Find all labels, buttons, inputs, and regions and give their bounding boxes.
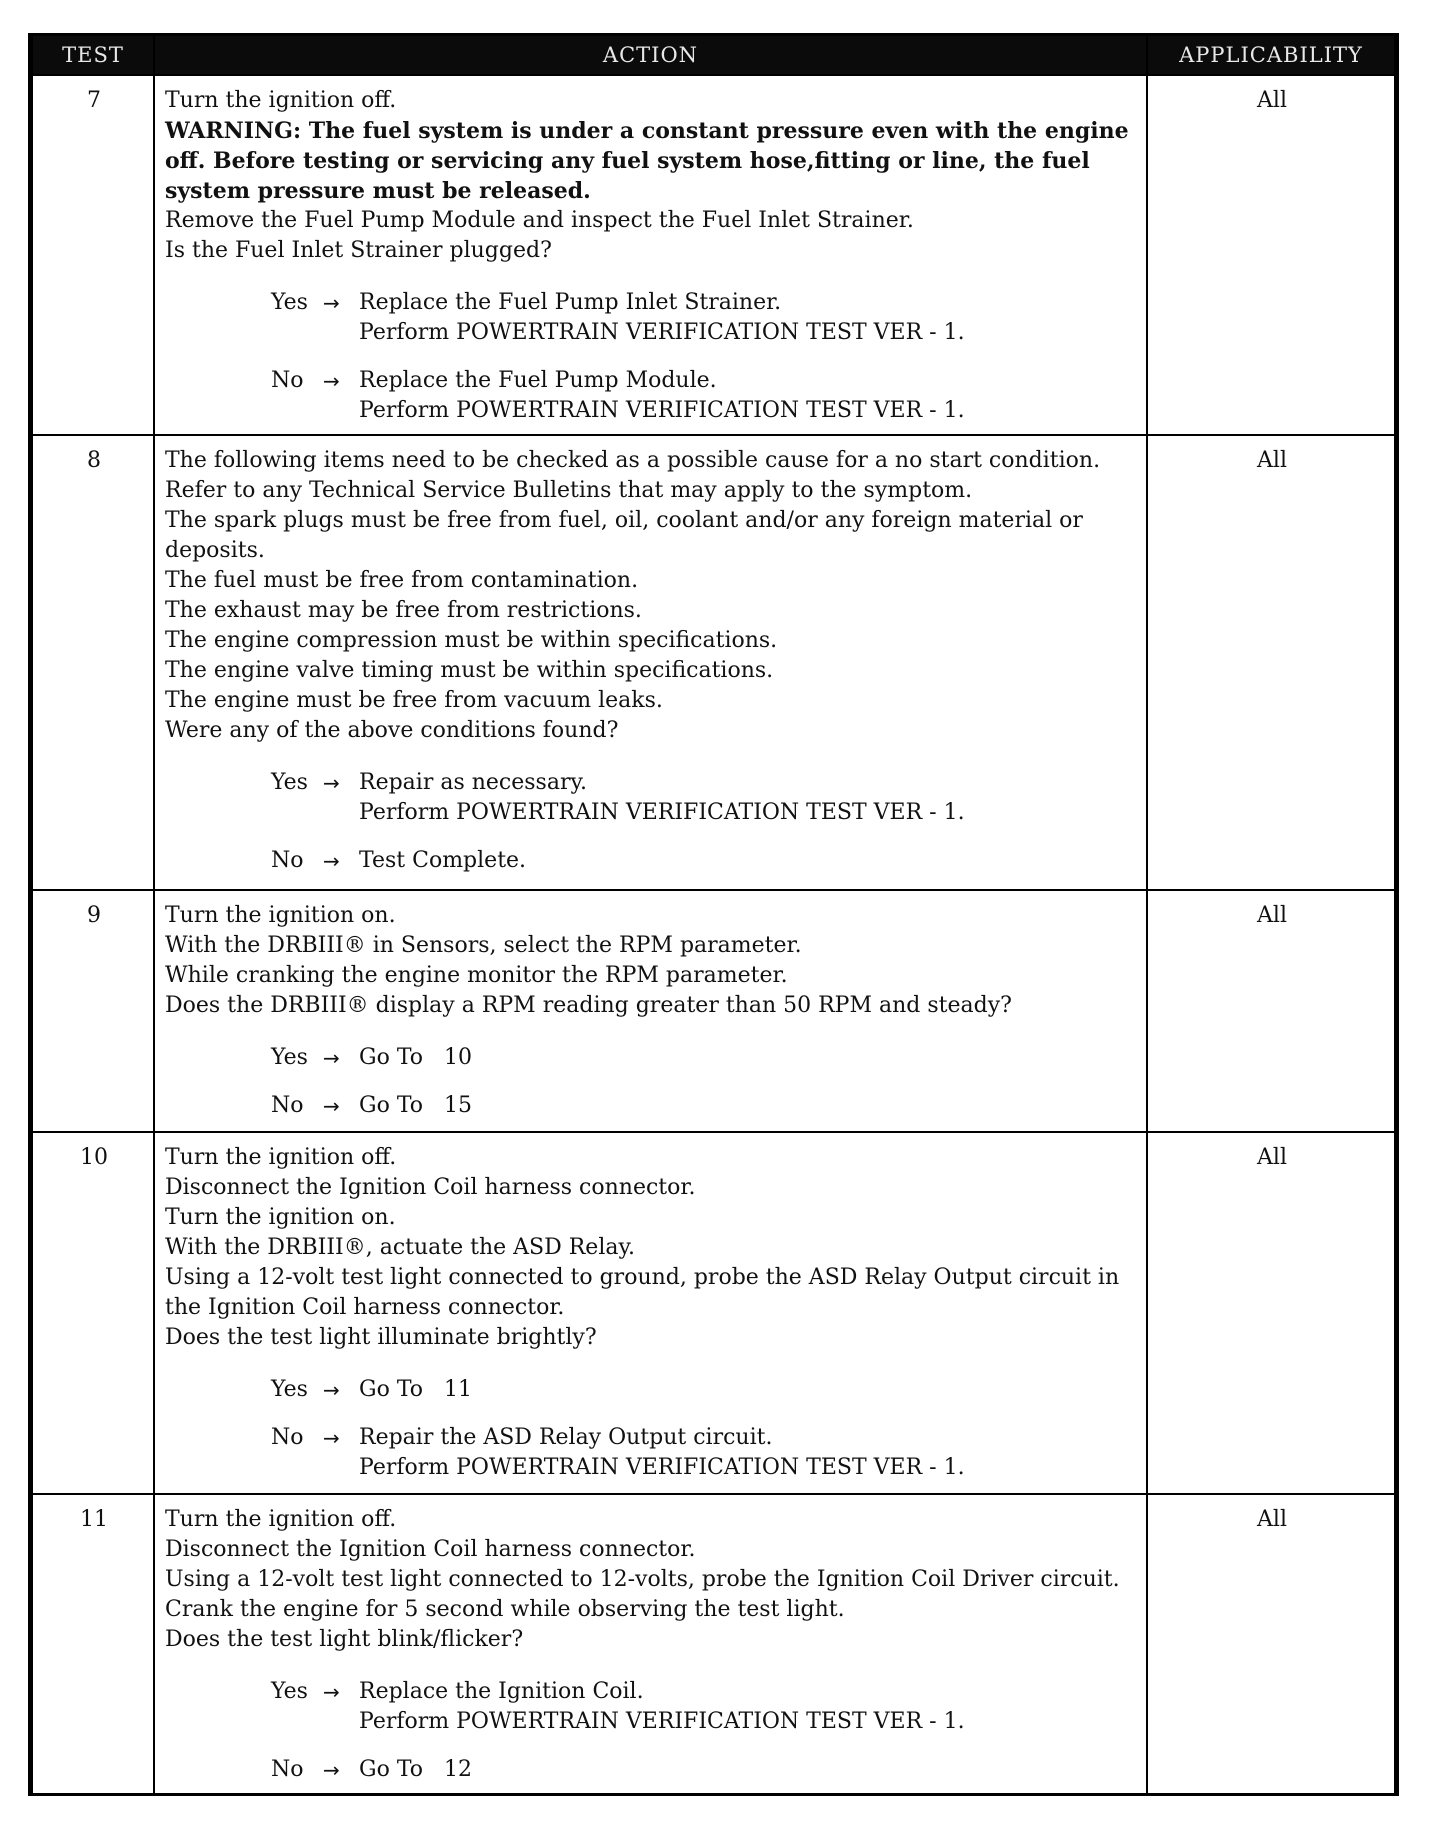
- result-line: Go To 15: [359, 1093, 472, 1118]
- no-label: No: [271, 1425, 304, 1450]
- action-line: The engine valve timing must be within specifications.: [165, 658, 774, 683]
- action-cell: [154, 435, 1147, 890]
- no-label: No: [271, 368, 304, 393]
- yes-result: [359, 288, 1138, 348]
- action-cell: [154, 890, 1147, 1132]
- no-label: No: [271, 848, 304, 873]
- test-number: 7: [32, 75, 154, 435]
- result-line: Perform POWERTRAIN VERIFICATION TEST VER - 1.: [359, 1709, 965, 1734]
- yes-label: Yes: [271, 1045, 308, 1070]
- action-question: Does the test light blink/flicker?: [165, 1627, 524, 1652]
- action-line: While cranking the engine monitor the RPM parameter.: [165, 963, 788, 988]
- test-number: 8: [32, 435, 154, 890]
- no-label: No: [271, 1757, 304, 1782]
- yes-label: Yes: [271, 1679, 308, 1704]
- action-cell: [154, 1132, 1147, 1494]
- action-line: The engine must be free from vacuum leaks.: [165, 688, 663, 713]
- result-line: Test Complete.: [359, 848, 527, 873]
- yes-answer: [271, 288, 1138, 348]
- yes-answer: [271, 1677, 1138, 1737]
- table-row: [32, 435, 1395, 890]
- no-result: [359, 1423, 1138, 1483]
- action-question: Does the test light illuminate brightly?: [165, 1325, 597, 1350]
- diagnostic-table: [31, 36, 1396, 1795]
- action-line: The spark plugs must be free from fuel, oil, coolant and/or any foreign material or deposits.: [165, 508, 1083, 563]
- table-header-row: [32, 36, 1395, 75]
- table-row: [32, 75, 1395, 435]
- header-test: TEST: [32, 36, 154, 75]
- diagnostic-table-frame: [28, 33, 1399, 1796]
- action-line: Turn the ignition off.: [165, 1507, 397, 1532]
- test-number: 10: [32, 1132, 154, 1494]
- arrow-right-icon: →: [323, 1680, 340, 1704]
- action-line: Remove the Fuel Pump Module and inspect the Fuel Inlet Strainer.: [165, 208, 914, 233]
- yes-answer: [271, 768, 1138, 828]
- yes-label: Yes: [271, 1377, 308, 1402]
- yes-result: [359, 768, 1138, 828]
- no-answer: [271, 846, 1138, 876]
- no-answer: [271, 1423, 1138, 1483]
- action-line: Turn the ignition off.: [165, 1145, 397, 1170]
- table-row: [32, 1132, 1395, 1494]
- yes-result: [359, 1043, 1138, 1073]
- applicability-value: All: [1147, 1494, 1395, 1794]
- action-line: Refer to any Technical Service Bulletins that may apply to the symptom.: [165, 478, 973, 503]
- yes-result: [359, 1677, 1138, 1737]
- action-question: Does the DRBIII® display a RPM reading greater than 50 RPM and steady?: [165, 993, 1012, 1018]
- action-line: The exhaust may be free from restrictions.: [165, 598, 642, 623]
- action-line: The fuel must be free from contamination.: [165, 568, 639, 593]
- action-question: Is the Fuel Inlet Strainer plugged?: [165, 238, 552, 263]
- action-cell: [154, 1494, 1147, 1794]
- result-line: Replace the Fuel Pump Inlet Strainer.: [359, 290, 782, 315]
- action-line: Disconnect the Ignition Coil harness connector.: [165, 1175, 696, 1200]
- header-applicability: APPLICABILITY: [1147, 36, 1395, 75]
- result-line: Perform POWERTRAIN VERIFICATION TEST VER - 1.: [359, 320, 965, 345]
- no-answer: [271, 366, 1138, 426]
- action-line: Crank the engine for 5 second while observing the test light.: [165, 1597, 845, 1622]
- action-line: The engine compression must be within specifications.: [165, 628, 778, 653]
- arrow-right-icon: →: [323, 771, 340, 795]
- arrow-right-icon: →: [323, 1046, 340, 1070]
- result-line: Replace the Ignition Coil.: [359, 1679, 644, 1704]
- yes-result: [359, 1375, 1138, 1405]
- arrow-right-icon: →: [323, 1758, 340, 1782]
- header-action: ACTION: [154, 36, 1147, 75]
- yes-label: Yes: [271, 290, 308, 315]
- action-question: Were any of the above conditions found?: [165, 718, 619, 743]
- result-line: Perform POWERTRAIN VERIFICATION TEST VER - 1.: [359, 1455, 965, 1480]
- action-line: Disconnect the Ignition Coil harness connector.: [165, 1537, 696, 1562]
- action-line: Turn the ignition on.: [165, 903, 396, 928]
- arrow-right-icon: →: [323, 1094, 340, 1118]
- result-line: Repair as necessary.: [359, 770, 587, 795]
- no-answer: [271, 1755, 1138, 1785]
- arrow-right-icon: →: [323, 369, 340, 393]
- action-line: Using a 12-volt test light connected to 12-volts, probe the Ignition Coil Driver circuit.: [165, 1567, 1120, 1592]
- arrow-right-icon: →: [323, 1426, 340, 1450]
- test-number: 11: [32, 1494, 154, 1794]
- result-line: Replace the Fuel Pump Module.: [359, 368, 717, 393]
- applicability-value: All: [1147, 1132, 1395, 1494]
- yes-answer: [271, 1043, 1138, 1073]
- result-line: Go To 11: [359, 1377, 472, 1402]
- arrow-right-icon: →: [323, 1378, 340, 1402]
- no-result: [359, 1091, 1138, 1121]
- action-line: Turn the ignition on.: [165, 1205, 396, 1230]
- table-row: [32, 890, 1395, 1132]
- applicability-value: All: [1147, 435, 1395, 890]
- action-line: Turn the ignition off.: [165, 88, 397, 113]
- result-line: Perform POWERTRAIN VERIFICATION TEST VER - 1.: [359, 800, 965, 825]
- action-line: The following items need to be checked as a possible cause for a no start condition.: [165, 448, 1101, 473]
- action-cell: [154, 75, 1147, 435]
- yes-answer: [271, 1375, 1138, 1405]
- no-label: No: [271, 1093, 304, 1118]
- arrow-right-icon: →: [323, 849, 340, 873]
- result-line: Go To 12: [359, 1757, 472, 1782]
- applicability-value: All: [1147, 890, 1395, 1132]
- yes-label: Yes: [271, 770, 308, 795]
- action-line: Using a 12-volt test light connected to ground, probe the ASD Relay Output circuit in the Ignition Coil harness connector.: [165, 1265, 1120, 1320]
- test-number: 9: [32, 890, 154, 1132]
- result-line: Repair the ASD Relay Output circuit.: [359, 1425, 773, 1450]
- result-line: Perform POWERTRAIN VERIFICATION TEST VER - 1.: [359, 398, 965, 423]
- no-answer: [271, 1091, 1138, 1121]
- arrow-right-icon: →: [323, 291, 340, 315]
- no-result: [359, 1755, 1138, 1785]
- applicability-value: All: [1147, 75, 1395, 435]
- action-line: With the DRBIII® in Sensors, select the RPM parameter.: [165, 933, 802, 958]
- warning-text: WARNING: The fuel system is under a constant pressure even with the engine off. Before testing or servicing any fuel system hose,fitting or line, the fuel system pressure must be released.: [165, 118, 1129, 204]
- result-line: Go To 10: [359, 1045, 472, 1070]
- no-result: [359, 366, 1138, 426]
- no-result: [359, 846, 1138, 876]
- action-line: With the DRBIII®, actuate the ASD Relay.: [165, 1235, 635, 1260]
- table-row: [32, 1494, 1395, 1794]
